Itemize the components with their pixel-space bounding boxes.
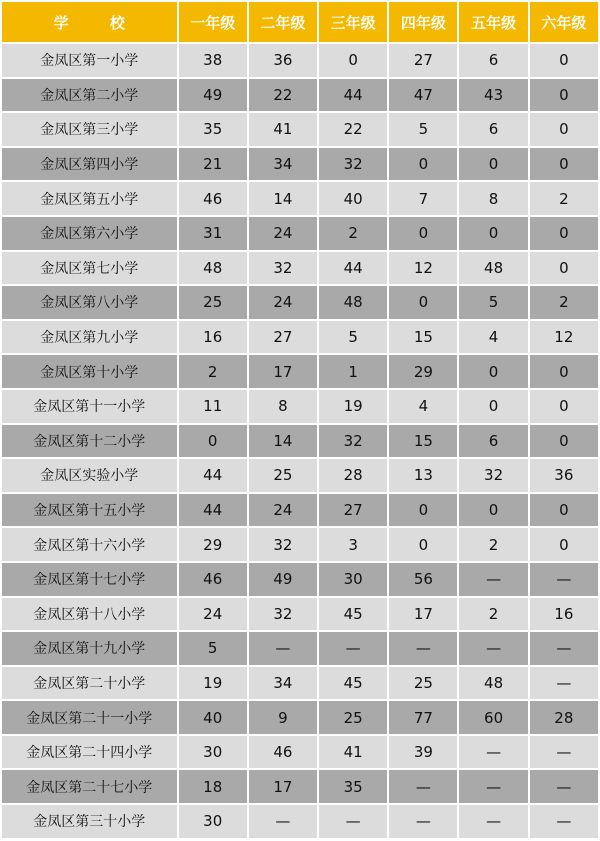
grade-1-count: 18 <box>179 770 247 803</box>
school-name: 金凤区第十小学 <box>2 355 177 388</box>
grade-6-count: — <box>530 667 598 700</box>
grade-2-count: 34 <box>249 148 317 181</box>
grade-4-count: 15 <box>389 425 457 458</box>
table-header-row <box>2 2 598 42</box>
school-name: 金凤区第十六小学 <box>2 528 177 561</box>
table-row <box>2 286 598 319</box>
grade-6-count: 2 <box>530 286 598 319</box>
grade-4-count: 0 <box>389 286 457 319</box>
grade-1-count: 29 <box>179 528 247 561</box>
grade-1-count: 0 <box>179 425 247 458</box>
grade-5-count: — <box>459 736 527 769</box>
grade-3-count: 28 <box>319 459 387 492</box>
school-name: 金凤区第三十小学 <box>2 805 177 838</box>
table-row <box>2 148 598 181</box>
school-name: 金凤区第六小学 <box>2 217 177 250</box>
grade-1-count: 16 <box>179 321 247 354</box>
grade-4-count: 77 <box>389 701 457 734</box>
table-row <box>2 355 598 388</box>
table-row <box>2 632 598 665</box>
grade-6-count: 2 <box>530 182 598 215</box>
table-row <box>2 598 598 631</box>
grade-3-count: 25 <box>319 701 387 734</box>
grade-4-count: 15 <box>389 321 457 354</box>
grade-1-count: 19 <box>179 667 247 700</box>
grade-4-count: 29 <box>389 355 457 388</box>
school-name: 金凤区第三小学 <box>2 113 177 146</box>
school-name: 金凤区第二十四小学 <box>2 736 177 769</box>
grade-4-count: 25 <box>389 667 457 700</box>
school-name: 金凤区实验小学 <box>2 459 177 492</box>
grade-3-count: — <box>319 805 387 838</box>
header-grade-5: 五年级 <box>459 2 527 42</box>
table-row <box>2 563 598 596</box>
grade-3-count: 45 <box>319 598 387 631</box>
grade-2-count: 32 <box>249 528 317 561</box>
grade-1-count: 30 <box>179 805 247 838</box>
grade-1-count: 25 <box>179 286 247 319</box>
school-name: 金凤区第十七小学 <box>2 563 177 596</box>
grade-6-count: — <box>530 770 598 803</box>
grade-3-count: 45 <box>319 667 387 700</box>
grade-6-count: 0 <box>530 217 598 250</box>
grade-2-count: 25 <box>249 459 317 492</box>
school-name: 金凤区第十二小学 <box>2 425 177 458</box>
grade-5-count: 4 <box>459 321 527 354</box>
grade-1-count: 44 <box>179 494 247 527</box>
grade-3-count: 41 <box>319 736 387 769</box>
table-body <box>2 44 598 838</box>
grade-5-count: 5 <box>459 286 527 319</box>
grade-4-count: — <box>389 770 457 803</box>
grade-3-count: — <box>319 632 387 665</box>
table-row <box>2 494 598 527</box>
grade-6-count: 0 <box>530 252 598 285</box>
grade-2-count: 14 <box>249 425 317 458</box>
grade-3-count: 48 <box>319 286 387 319</box>
grade-4-count: 47 <box>389 79 457 112</box>
grade-4-count: 56 <box>389 563 457 596</box>
table-row <box>2 805 598 838</box>
table-row <box>2 528 598 561</box>
grade-3-count: 27 <box>319 494 387 527</box>
grade-2-count: 34 <box>249 667 317 700</box>
header-grade-4: 四年级 <box>389 2 457 42</box>
grade-2-count: 27 <box>249 321 317 354</box>
school-name: 金凤区第十一小学 <box>2 390 177 423</box>
grade-6-count: 0 <box>530 79 598 112</box>
grade-3-count: 0 <box>319 44 387 77</box>
grade-5-count: 0 <box>459 217 527 250</box>
grade-2-count: 24 <box>249 217 317 250</box>
school-name: 金凤区第八小学 <box>2 286 177 319</box>
grade-1-count: 21 <box>179 148 247 181</box>
grade-4-count: 5 <box>389 113 457 146</box>
grade-6-count: 0 <box>530 113 598 146</box>
grade-4-count: 12 <box>389 252 457 285</box>
grade-6-count: — <box>530 736 598 769</box>
grade-2-count: — <box>249 632 317 665</box>
table-row <box>2 425 598 458</box>
grade-1-count: 48 <box>179 252 247 285</box>
grade-5-count: — <box>459 770 527 803</box>
grade-2-count: 9 <box>249 701 317 734</box>
table-row <box>2 770 598 803</box>
header-grade-6: 六年级 <box>530 2 598 42</box>
grade-3-count: 35 <box>319 770 387 803</box>
grade-5-count: 2 <box>459 528 527 561</box>
grade-1-count: 35 <box>179 113 247 146</box>
grade-3-count: 44 <box>319 252 387 285</box>
grade-6-count: 28 <box>530 701 598 734</box>
header-school: 学 校 <box>2 2 177 42</box>
grade-1-count: 46 <box>179 182 247 215</box>
grade-5-count: — <box>459 563 527 596</box>
table-row <box>2 701 598 734</box>
grade-1-count: 24 <box>179 598 247 631</box>
grade-5-count: 48 <box>459 252 527 285</box>
school-name: 金凤区第十五小学 <box>2 494 177 527</box>
grade-1-count: 30 <box>179 736 247 769</box>
grade-6-count: 0 <box>530 44 598 77</box>
grade-2-count: 14 <box>249 182 317 215</box>
grade-4-count: 39 <box>389 736 457 769</box>
table-row <box>2 79 598 112</box>
grade-3-count: 2 <box>319 217 387 250</box>
grade-5-count: 6 <box>459 425 527 458</box>
grade-5-count: 0 <box>459 390 527 423</box>
grade-2-count: 36 <box>249 44 317 77</box>
grade-2-count: 22 <box>249 79 317 112</box>
grade-4-count: 0 <box>389 494 457 527</box>
grade-4-count: 0 <box>389 148 457 181</box>
grade-2-count: 46 <box>249 736 317 769</box>
grade-1-count: 49 <box>179 79 247 112</box>
grade-3-count: 44 <box>319 79 387 112</box>
grade-4-count: — <box>389 805 457 838</box>
grade-5-count: 6 <box>459 113 527 146</box>
header-grade-2: 二年级 <box>249 2 317 42</box>
grade-2-count: 32 <box>249 598 317 631</box>
grade-2-count: 17 <box>249 770 317 803</box>
grade-2-count: 41 <box>249 113 317 146</box>
grade-5-count: 2 <box>459 598 527 631</box>
grade-1-count: 5 <box>179 632 247 665</box>
grade-5-count: 0 <box>459 494 527 527</box>
grade-3-count: 5 <box>319 321 387 354</box>
grade-6-count: — <box>530 805 598 838</box>
grade-1-count: 38 <box>179 44 247 77</box>
grade-6-count: 16 <box>530 598 598 631</box>
grade-1-count: 31 <box>179 217 247 250</box>
table-row <box>2 736 598 769</box>
grade-3-count: 1 <box>319 355 387 388</box>
table-row <box>2 182 598 215</box>
header-grade-3: 三年级 <box>319 2 387 42</box>
grade-6-count: 0 <box>530 528 598 561</box>
grade-3-count: 32 <box>319 425 387 458</box>
grade-6-count: — <box>530 563 598 596</box>
table-row <box>2 459 598 492</box>
grade-6-count: 0 <box>530 494 598 527</box>
school-name: 金凤区第四小学 <box>2 148 177 181</box>
grade-5-count: — <box>459 805 527 838</box>
grade-6-count: 0 <box>530 390 598 423</box>
school-name: 金凤区第一小学 <box>2 44 177 77</box>
grade-1-count: 2 <box>179 355 247 388</box>
school-name: 金凤区第九小学 <box>2 321 177 354</box>
school-name: 金凤区第十九小学 <box>2 632 177 665</box>
grade-3-count: 30 <box>319 563 387 596</box>
grade-5-count: 0 <box>459 148 527 181</box>
grade-2-count: 24 <box>249 494 317 527</box>
grade-6-count: — <box>530 632 598 665</box>
grade-3-count: 40 <box>319 182 387 215</box>
grade-4-count: — <box>389 632 457 665</box>
grade-2-count: 24 <box>249 286 317 319</box>
table-row <box>2 113 598 146</box>
grade-6-count: 0 <box>530 355 598 388</box>
table-row <box>2 667 598 700</box>
table-row <box>2 217 598 250</box>
school-name: 金凤区第二十七小学 <box>2 770 177 803</box>
grade-6-count: 12 <box>530 321 598 354</box>
grade-1-count: 46 <box>179 563 247 596</box>
grade-3-count: 22 <box>319 113 387 146</box>
grade-4-count: 0 <box>389 217 457 250</box>
grade-6-count: 0 <box>530 148 598 181</box>
grade-6-count: 0 <box>530 425 598 458</box>
grade-5-count: 32 <box>459 459 527 492</box>
grade-4-count: 17 <box>389 598 457 631</box>
grade-4-count: 13 <box>389 459 457 492</box>
grade-4-count: 7 <box>389 182 457 215</box>
grade-5-count: — <box>459 632 527 665</box>
grade-4-count: 0 <box>389 528 457 561</box>
school-name: 金凤区第五小学 <box>2 182 177 215</box>
grade-5-count: 48 <box>459 667 527 700</box>
grade-6-count: 36 <box>530 459 598 492</box>
grade-2-count: 8 <box>249 390 317 423</box>
school-name: 金凤区第二十一小学 <box>2 701 177 734</box>
grade-3-count: 32 <box>319 148 387 181</box>
grade-2-count: — <box>249 805 317 838</box>
grade-5-count: 43 <box>459 79 527 112</box>
grade-2-count: 32 <box>249 252 317 285</box>
header-grade-1: 一年级 <box>179 2 247 42</box>
grade-3-count: 19 <box>319 390 387 423</box>
school-name: 金凤区第二小学 <box>2 79 177 112</box>
grade-1-count: 11 <box>179 390 247 423</box>
grade-5-count: 0 <box>459 355 527 388</box>
grade-2-count: 17 <box>249 355 317 388</box>
grade-5-count: 8 <box>459 182 527 215</box>
grade-4-count: 4 <box>389 390 457 423</box>
table-row <box>2 252 598 285</box>
grade-1-count: 44 <box>179 459 247 492</box>
grade-5-count: 60 <box>459 701 527 734</box>
school-name: 金凤区第二十小学 <box>2 667 177 700</box>
school-name: 金凤区第七小学 <box>2 252 177 285</box>
grade-3-count: 3 <box>319 528 387 561</box>
grade-4-count: 27 <box>389 44 457 77</box>
grade-1-count: 40 <box>179 701 247 734</box>
grade-2-count: 49 <box>249 563 317 596</box>
grade-5-count: 6 <box>459 44 527 77</box>
table-row <box>2 390 598 423</box>
table-row <box>2 321 598 354</box>
table-row <box>2 44 598 77</box>
school-name: 金凤区第十八小学 <box>2 598 177 631</box>
